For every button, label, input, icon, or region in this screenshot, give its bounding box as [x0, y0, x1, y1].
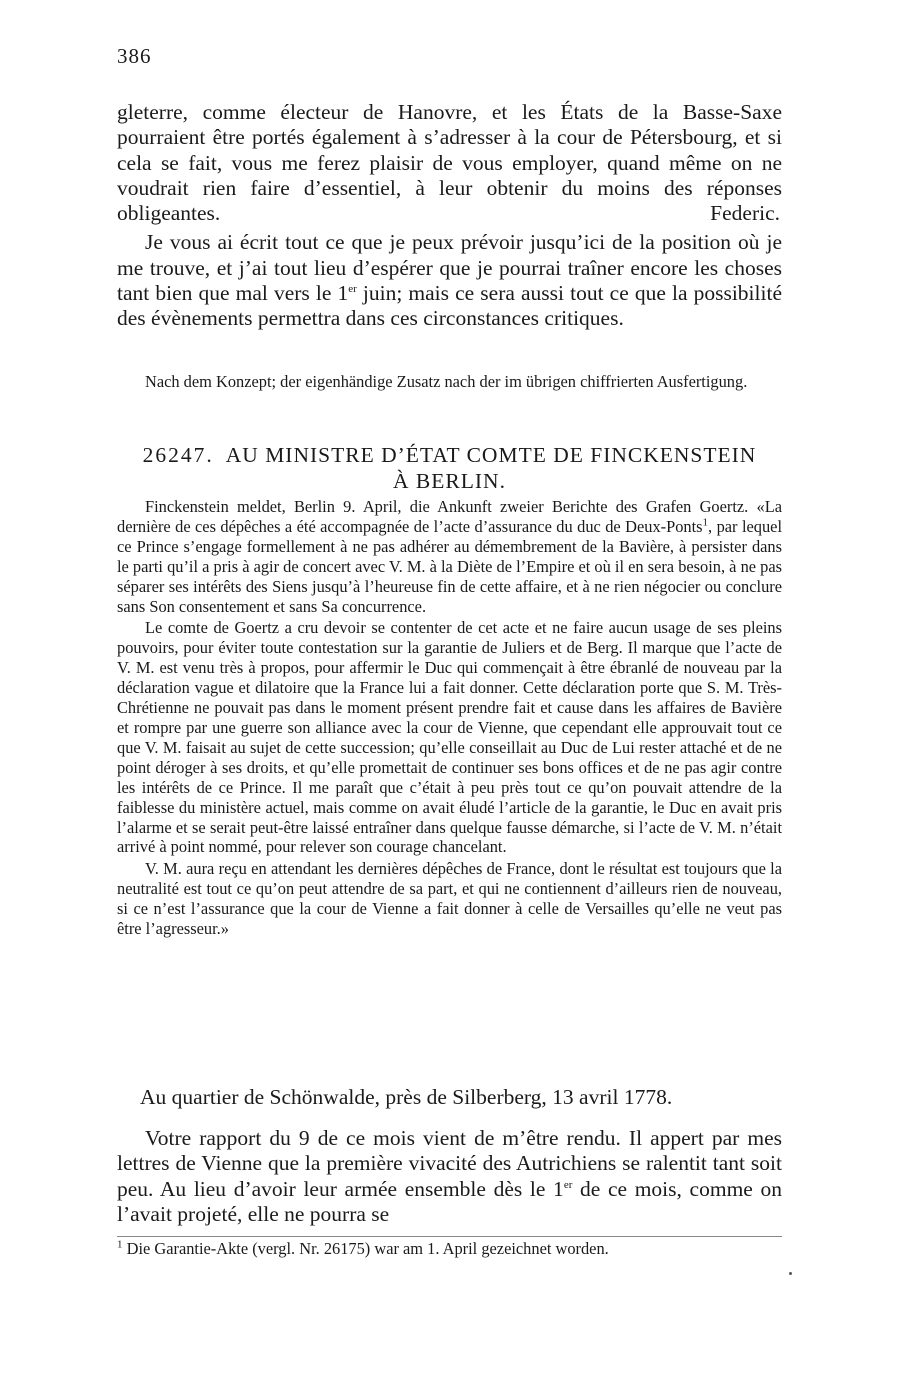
source-note-text: Nach dem Konzept; der eigenhändige Zusatz nach der im übrigen chiffrierten Ausfertigung. — [145, 372, 748, 391]
source-note — [117, 372, 782, 392]
superscript: er — [563, 1178, 573, 1191]
signature: Federic. — [710, 201, 780, 226]
intro-paragraph-2-rest: juin; mais ce sera aussi tout ce que la possibilité des évènements permettra dans ces circonstances critiques. — [117, 281, 782, 331]
report-paragraph-1-text: Finckenstein meldet, Berlin 9. April, die Ankunft zweier Berichte des Grafen Goertz. «La dernière de ces dépêches a été accompagnée de l’acte d’assurance du duc de Deux-Ponts — [117, 497, 782, 536]
page-number: 386 — [117, 44, 152, 68]
letter-paragraph-rest: de ce mois, comme on l’avait projeté, elle ne pourra se — [117, 1176, 782, 1226]
intro-paragraph-1-text: gleterre, comme électeur de Hanovre, et les États de la Basse-Saxe pourraient être portés également à s’adresser à la cour de Pétersbourg, et si cela se fait, vous me ferez plaisir de vous employer, quand même on ne voudrait rien faire d’essentiel, à leur obtenir du moins des réponses obligeantes. — [117, 100, 782, 226]
letter-section — [117, 1126, 782, 1227]
letter-paragraph — [117, 1126, 782, 1227]
heading-line-1 — [117, 442, 782, 468]
footnote-reference: 1 — [702, 516, 709, 529]
footnote-mark: 1 — [117, 1238, 123, 1251]
report-paragraph-1 — [117, 497, 782, 616]
letter-paragraph-text: Votre rapport du 9 de ce mois vient de m’être rendu. Il appert par mes lettres de Vienne que la première vivacité des Autrichiens se ralentit tant soit peu. Au lieu d’avoir leur armée ensemble dès le 1 — [117, 1126, 782, 1201]
footnote-text: Die Garantie-Akte (vergl. Nr. 26175) war am 1. April gezeichnet worden. — [126, 1239, 609, 1258]
report-paragraph-3: V. M. aura reçu en attendant les dernières dépêches de France, dont le résultat est toujours que la neutralité est tout ce qu’on peut attendre de sa part, et qui ne contiennent d’ailleurs rien de nouveau, si ce n’est l’assurance que la cour de Vienne a fait donner à celle de Versailles qu’elle ne veut pas être l’agresseur.» — [117, 859, 782, 939]
report-section — [117, 497, 782, 939]
report-paragraph-2: Le comte de Goertz a cru devoir se contenter de cet acte et ne faire aucun usage de ses pleins pouvoirs, pour éviter toute contestation sur la garantie de Juliers et de Berg. Il marque que l’acte de V. M. est venu très à propos, pour affermir le Duc qui commençait à être ébranlé de nouveau par la déclaration vague et dilatoire que la France lui a fait donner. Cette déclaration porte que S. M. Très-Chrétienne ne pouvait pas dans le moment présent prendre fait et cause dans les affaires de Bavière et rompre par une guerre son alliance avec la cour de Vienne, que cependant elle approuvait tout ce que V. M. faisait au sujet de cette succession; qu’elle conseillait au Duc de Lui rester attaché et de ne point déroger à ses droits, et qu’elle promettait de continuer ses bons offices et de ne pas agir contre les intérêts de ce Prince. Il me paraît que c’était à peu près tout ce qu’on pouvait attendre de la faiblesse du ministère actuel, mais comme on avait éludé l’article de la garantie, le Duc en avait pris l’alarme et se serait peut-être laissé entraîner dans quelque fausse démarche, si l’acte de V. M. n’était arrivé à point nommé, pour relever son courage chancelant. — [117, 618, 782, 857]
dateline: Au quartier de Schönwalde, près de Silberberg, 13 avril 1778. — [140, 1085, 673, 1109]
intro-section — [117, 100, 782, 332]
intro-paragraph-1 — [117, 100, 782, 226]
intro-paragraph-2 — [117, 230, 782, 331]
intro-paragraph-2-text: Je vous ai écrit tout ce que je peux prévoir jusqu’ici de la position où je me trouve, et j’ai tout lieu d’espérer que je pourrai traîner encore les choses tant bien que mal vers le 1 — [117, 230, 782, 306]
heading-line-2: À BERLIN. — [393, 469, 506, 493]
footnote — [117, 1236, 782, 1259]
heading-recipient: AU MINISTRE D’ÉTAT COMTE DE FINCKENSTEIN — [225, 443, 757, 467]
superscript: er — [348, 282, 357, 295]
report-paragraph-1-rest: , par lequel ce Prince s’engage formellement à ne pas adhérer au démembrement de la Bavière, à persister dans le parti qu’il a pris à agir de concert avec V. M. à la Diète de l’Empire et où il en sera besoin, à ne pas séparer ses intérêts des Siens jusqu’à l’heureuse fin de cette affaire, et à ne rien négocier ou conclure sans Son consentement et sans Sa concurrence. — [117, 516, 782, 616]
document-heading — [117, 442, 782, 494]
scan-mark — [789, 1272, 792, 1275]
document-number: 26247. — [142, 443, 214, 467]
